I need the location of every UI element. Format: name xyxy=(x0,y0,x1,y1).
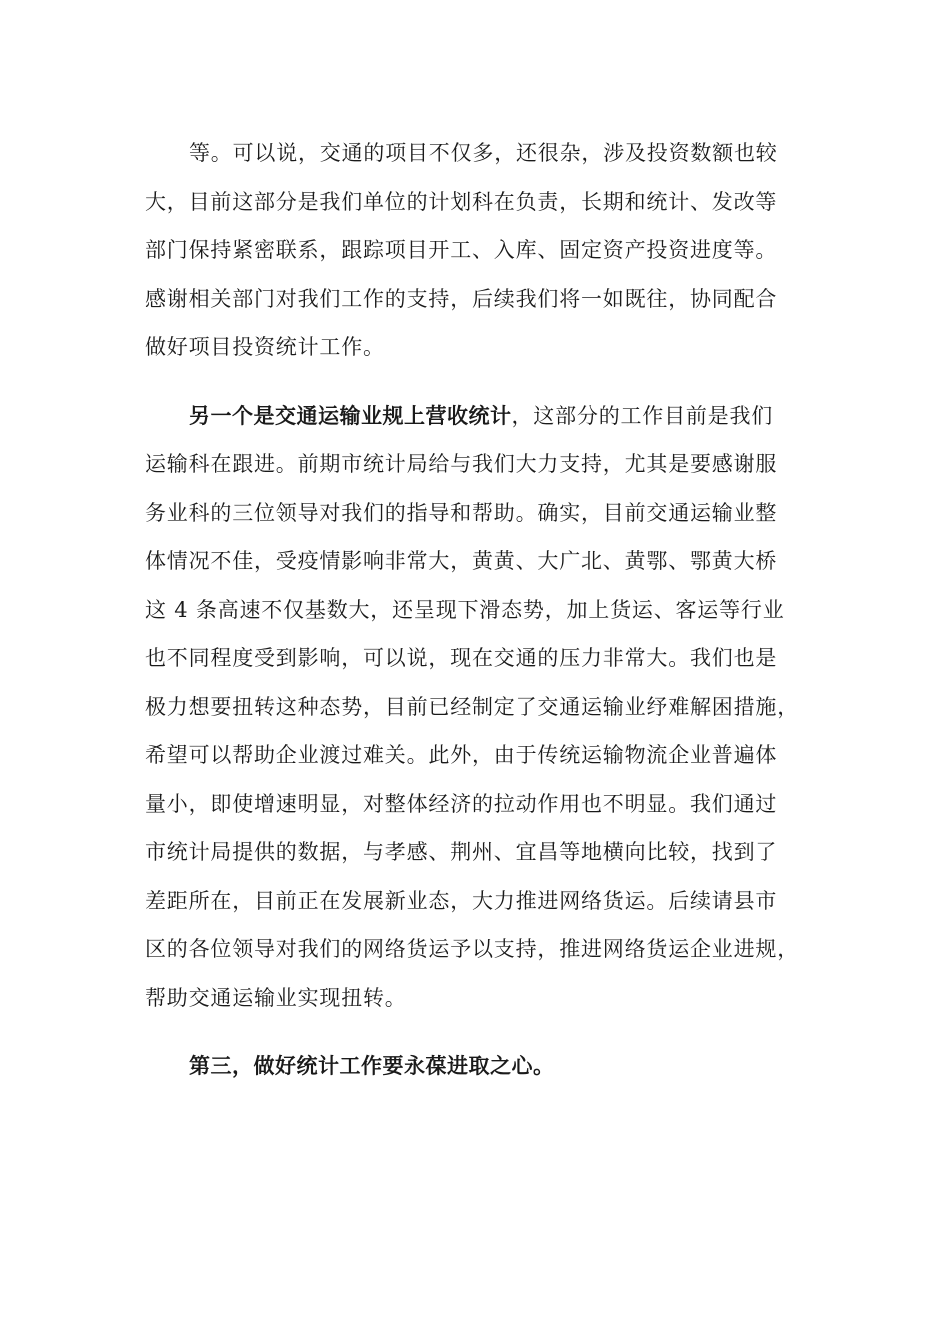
paragraph-line: 市统计局提供的数据，与孝感、荆州、宜昌等地横向比较，找到了 xyxy=(145,840,778,864)
paragraph-line: 这 4 条高速不仅基数大，还呈现下滑态势，加上货运、客运等行业 xyxy=(145,597,785,622)
paragraph-line: 差距所在，目前正在发展新业态，大力推进网络货运。后续请县市 xyxy=(145,888,778,913)
paragraph-line: 做好项目投资统计工作。 xyxy=(145,335,385,359)
paragraph-line: 帮助交通运输业实现扭转。 xyxy=(145,985,407,1010)
paragraph-transport-revenue xyxy=(145,392,815,1023)
paragraph-line: 量小，即使增速明显，对整体经济的拉动作用也不明显。我们通过 xyxy=(145,791,778,816)
paragraph-line: 极力想要扭转这种态势，目前已经制定了交通运输业纾难解困措施， xyxy=(145,694,799,719)
paragraph-line: 区的各位领导对我们的网络货运予以支持，推进网络货运企业进规， xyxy=(145,937,799,961)
paragraph-lead-bold: 另一个是交通运输业规上营收统计 xyxy=(189,403,512,428)
paragraph-lead-rest: ，这部分的工作目前是我们 xyxy=(511,403,774,428)
paragraph-line: 也不同程度受到影响，可以说，现在交通的压力非常大。我们也是 xyxy=(145,646,778,670)
paragraph-line: 感谢相关部门对我们工作的支持，后续我们将一如既往，协同配合 xyxy=(145,286,778,311)
section-heading: 第三，做好统计工作要永葆进取之心。 xyxy=(189,1054,555,1078)
document-body xyxy=(145,129,815,1091)
paragraph-line: 运输科在跟进。前期市统计局给与我们大力支持，尤其是要感谢服 xyxy=(145,452,778,476)
paragraph-line: 等。可以说，交通的项目不仅多，还很杂，涉及投资数额也较 xyxy=(189,141,778,165)
paragraph-line: 部门保持紧密联系，跟踪项目开工、入库、固定资产投资进度等。 xyxy=(145,238,778,262)
paragraph-line: 体情况不佳，受疫情影响非常大，黄黄、大广北、黄鄂、鄂黄大桥 xyxy=(145,549,778,573)
paragraph-project-investment xyxy=(145,129,815,372)
paragraph-line: 务业科的三位领导对我们的指导和帮助。确实，目前交通运输业整 xyxy=(145,500,778,525)
paragraph-line: 大，目前这部分是我们单位的计划科在负责，长期和统计、发改等 xyxy=(145,189,778,214)
paragraph-lead-line xyxy=(145,392,815,441)
paragraph-line: 希望可以帮助企业渡过难关。此外，由于传统运输物流企业普遍体 xyxy=(145,743,778,767)
section-heading-third xyxy=(145,1042,815,1091)
